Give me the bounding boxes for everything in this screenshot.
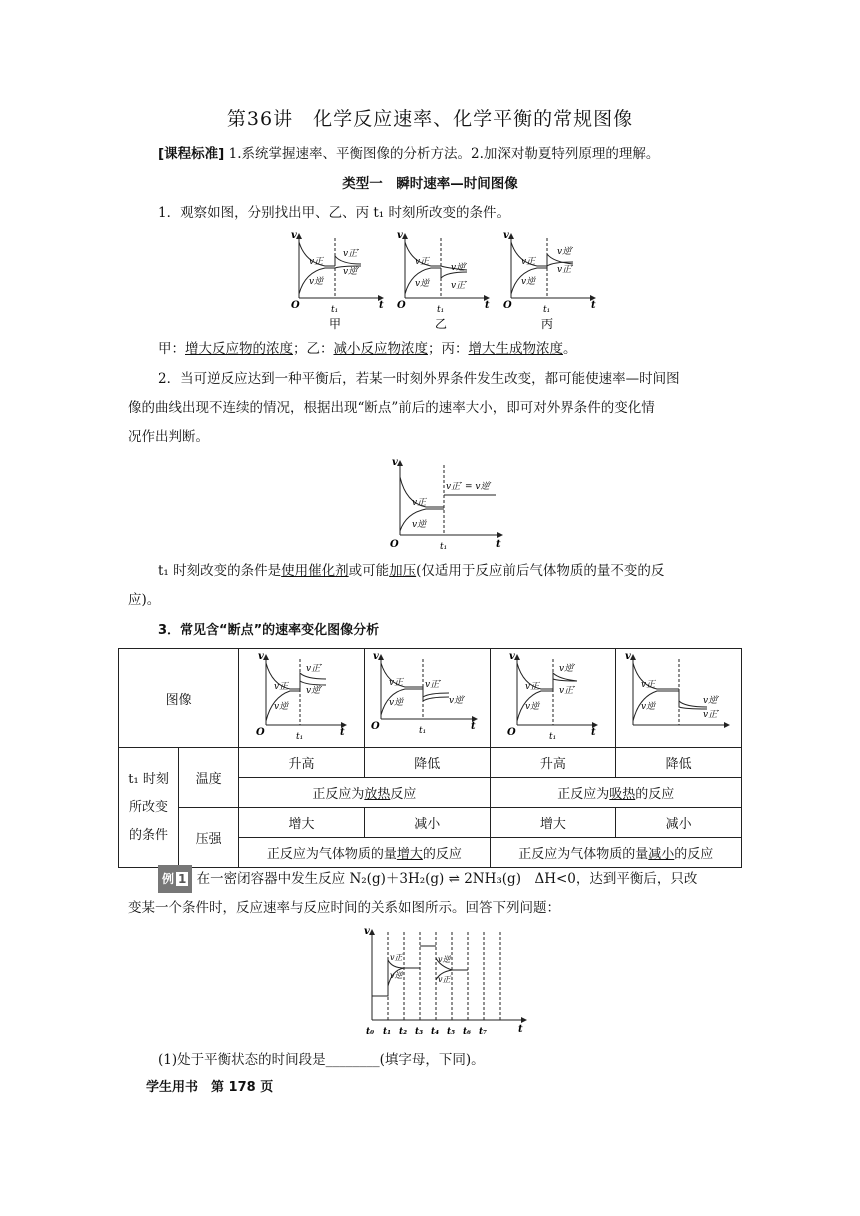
tick-t7: t₇ (479, 1027, 488, 1037)
axis-origin: O (506, 727, 516, 738)
pressure-label: 压强 (179, 808, 239, 868)
tick-t1: t₁ (295, 732, 303, 742)
axis-t: t (518, 1024, 523, 1035)
tick-t1: t₁ (437, 305, 445, 315)
note-text: 正反应为 (312, 787, 365, 802)
answer-blank: 加压 (389, 563, 417, 579)
note-underline: 增大 (396, 847, 423, 862)
axis-v: v (291, 230, 297, 241)
example-badge (158, 865, 192, 893)
temp-note-right (490, 778, 741, 808)
example-line1 (158, 865, 697, 893)
example-graph (358, 924, 532, 1038)
page-title: 第36讲 化学反应速率、化学平衡的常规图像 (226, 108, 634, 130)
section-heading: 类型一 瞬时速率—时间图像 (342, 176, 518, 192)
table-graph-cell (364, 649, 490, 748)
v-fwd2-label: v正′ (343, 249, 360, 259)
v-rev2-label: v逆′ (558, 664, 576, 674)
graph-yi (397, 230, 490, 331)
v-rev2-label: v逆′ (557, 247, 574, 257)
question-2-line2: 像的曲线出现不连续的情况，根据出现“断点”前后的速率大小，即可对外界条件的变化情 (128, 400, 655, 416)
v-fwd2-label: v正′ (558, 686, 576, 696)
axis-t: t (590, 727, 596, 738)
v-rev-label: v逆 (524, 702, 539, 712)
axis-v: v (392, 457, 398, 468)
axis-origin: O (255, 727, 265, 738)
v-eq-label: v正′ = v逆′ (446, 482, 492, 492)
temp-note-left (239, 778, 490, 808)
fig-name-jia: 甲 (329, 317, 342, 331)
row-label-line: 的条件 (129, 827, 169, 843)
answer-text: 甲： (158, 341, 185, 357)
axis-v: v (373, 651, 380, 662)
tick-t4: t₄ (431, 1027, 440, 1037)
note-underline: 吸热 (609, 787, 636, 802)
press-cell: 减小 (364, 808, 490, 838)
note-text: 正反应为 (557, 787, 610, 802)
row-label-line: 所改变 (129, 799, 169, 815)
temp-cell: 升高 (490, 748, 616, 778)
note-underline: 放热 (364, 787, 391, 802)
tick-t1: t₁ (440, 542, 448, 551)
example-text: 在一密闭容器中发生反应 N₂(g)＋3H₂(g) ⇌ 2NH₃(g) ΔH<0，达到平衡后，只改 (196, 871, 698, 887)
v-fwd-label: v正 (640, 680, 655, 690)
question-2-line1: 2．当可逆反应达到一种平衡后，若某一时刻外界条件发生改变，都可能使速率—时间图 (158, 371, 680, 387)
v-fwd-label: v正 (415, 257, 430, 267)
standard-tag: [课程标准] (158, 146, 225, 162)
axis-v: v (257, 651, 264, 662)
v-rev2-label: v逆′ (451, 263, 468, 273)
footer-page: 学生用书 第 178 页 (146, 1080, 274, 1095)
temp-cell: 降低 (364, 748, 490, 778)
answer-1 (158, 335, 577, 363)
axis-v: v (624, 651, 631, 662)
temperature-label: 温度 (179, 748, 239, 808)
answer-blank: 使用催化剂 (281, 563, 349, 579)
press-cell: 增大 (239, 808, 365, 838)
note-text: 正反应为气体物质的量 (266, 847, 397, 862)
answer-text: t₁ 时刻改变的条件是 (158, 563, 282, 579)
v-fwd-label: v正 (521, 257, 536, 267)
answer-blank: 增大反应物的浓度 (185, 341, 293, 357)
answer-blank: 增大生成物浓度 (468, 341, 563, 357)
row-label-line: t₁ 时刻 (128, 771, 169, 787)
sub-question-1: (1)处于平衡状态的时间段是________(填字母，下同)。 (158, 1052, 485, 1068)
axis-t: t (339, 727, 345, 738)
tick-t3: t₃ (415, 1027, 424, 1037)
axis-t: t (471, 721, 476, 732)
answer-blank: 减小反应物浓度 (333, 341, 428, 357)
note-text: 的反应 (422, 847, 462, 862)
tick-t1: t₁ (331, 305, 339, 315)
q1-graphs (285, 228, 605, 336)
badge-text: 例 (162, 872, 175, 886)
v-rev-label: v逆 (309, 277, 324, 287)
image-header: 图像 (119, 649, 239, 748)
v-fwd-label: v正 (412, 498, 427, 508)
v-fwd-label: v正 (309, 257, 324, 267)
answer-text: 。 (563, 341, 577, 357)
v-rev-label: v逆 (415, 279, 430, 289)
axis-t: t (496, 539, 501, 550)
breakpoint-table (118, 648, 742, 868)
table-graph-temp-down (367, 649, 487, 743)
question-1: 1．观察如图，分别找出甲、乙、丙 t₁ 时刻所改变的条件。 (158, 205, 511, 221)
v-rev2-label: v逆′ (702, 696, 719, 706)
tick-t2: t₂ (399, 1027, 408, 1037)
axis-t: t (379, 300, 384, 311)
answer-2-line2: 应)。 (128, 592, 161, 608)
note-text: 的反应 (674, 847, 714, 862)
note-underline: 减小 (648, 847, 675, 862)
v-rev-label: v逆 (640, 702, 655, 712)
badge-num: 1 (178, 872, 187, 886)
v-fwd-label: v正 (389, 678, 404, 688)
answer-text: ；丙： (428, 341, 469, 357)
v-fwd2-label: v正′ (425, 680, 442, 690)
question-2-line3: 况作出判断。 (128, 429, 209, 445)
tick-t1: t₁ (548, 732, 557, 742)
v-rev-label: v逆 (412, 520, 427, 530)
v-fwd2-label: v正′ (451, 281, 468, 291)
press-cell: 增大 (490, 808, 616, 838)
note-text: 的反应 (635, 787, 675, 802)
table-graph-cell (616, 649, 742, 748)
graph-jia (291, 230, 384, 331)
axis-t: t (591, 300, 596, 311)
note-text: 正反应为气体物质的量 (518, 847, 649, 862)
temp-cell: 降低 (616, 748, 742, 778)
v-rev2-label: v逆′ (343, 267, 360, 277)
row-header (119, 748, 179, 868)
v-fwd2-label: v正′ (305, 664, 322, 674)
axis-origin: O (390, 539, 399, 550)
v-fwd-label: v正 (524, 682, 539, 692)
fig-name-yi: 乙 (435, 317, 448, 331)
press-note-right (490, 838, 741, 868)
question-3: 3．常见含“断点”的速率变化图像分析 (158, 623, 380, 638)
standard-text: 1.系统掌握速率、平衡图像的分析方法。2.加深对勒夏特列原理的理解。 (228, 146, 660, 162)
graph-bing (503, 230, 596, 331)
tick-t5: t₅ (447, 1027, 456, 1037)
v-fwd-label-2: v正 (438, 975, 451, 984)
axis-v: v (397, 230, 403, 241)
v-fwd2-label: v正′ (557, 265, 574, 275)
tick-t1: t₁ (543, 305, 551, 315)
v-fwd2-label: v正′ (702, 710, 719, 720)
axis-origin: O (371, 721, 380, 732)
table-graph-temp-up (242, 649, 362, 743)
table-graph-cell (239, 649, 365, 748)
table-graph-cell (490, 649, 616, 748)
fig-name-bing: 丙 (541, 317, 554, 331)
axis-v: v (508, 651, 515, 662)
answer-text: (仅适用于反应前后气体物质的量不变的反 (416, 563, 665, 579)
axis-origin: O (291, 300, 300, 311)
note-text: 反应 (390, 787, 417, 802)
answer-2-line1 (158, 557, 664, 585)
catalyst-graph (382, 455, 512, 551)
tick-t6: t₆ (463, 1027, 472, 1037)
v-rev-label: v逆 (390, 971, 403, 980)
v-rev-label-2: v逆 (438, 955, 451, 964)
press-cell: 减小 (616, 808, 742, 838)
axis-v: v (503, 230, 509, 241)
tick-t1: t₁ (419, 726, 427, 736)
press-note-left (239, 838, 490, 868)
temp-cell: 升高 (239, 748, 365, 778)
tick-t1: t₁ (383, 1027, 392, 1037)
v-fwd-label: v正 (390, 953, 403, 962)
v-fwd-label: v正 (273, 682, 288, 692)
v-rev2-label: v逆′ (449, 696, 466, 706)
v-rev-label: v逆 (389, 698, 404, 708)
table-graph-temp-up-endo (493, 649, 613, 743)
table-graph-temp-down-endo (619, 649, 739, 743)
course-standard (158, 140, 659, 168)
axis-origin: O (397, 300, 406, 311)
v-rev-label: v逆 (273, 702, 288, 712)
axis-v: v (364, 926, 370, 937)
tick-t0: t₀ (366, 1027, 375, 1037)
axis-origin: O (503, 300, 512, 311)
v-rev2-label: v逆′ (305, 686, 322, 696)
example-line2: 变某一个条件时，反应速率与反应时间的关系如图所示。回答下列问题： (128, 900, 560, 916)
answer-text: ；乙： (293, 341, 334, 357)
v-rev-label: v逆 (521, 277, 536, 287)
axis-t: t (485, 300, 490, 311)
answer-text: 或可能 (348, 563, 390, 579)
